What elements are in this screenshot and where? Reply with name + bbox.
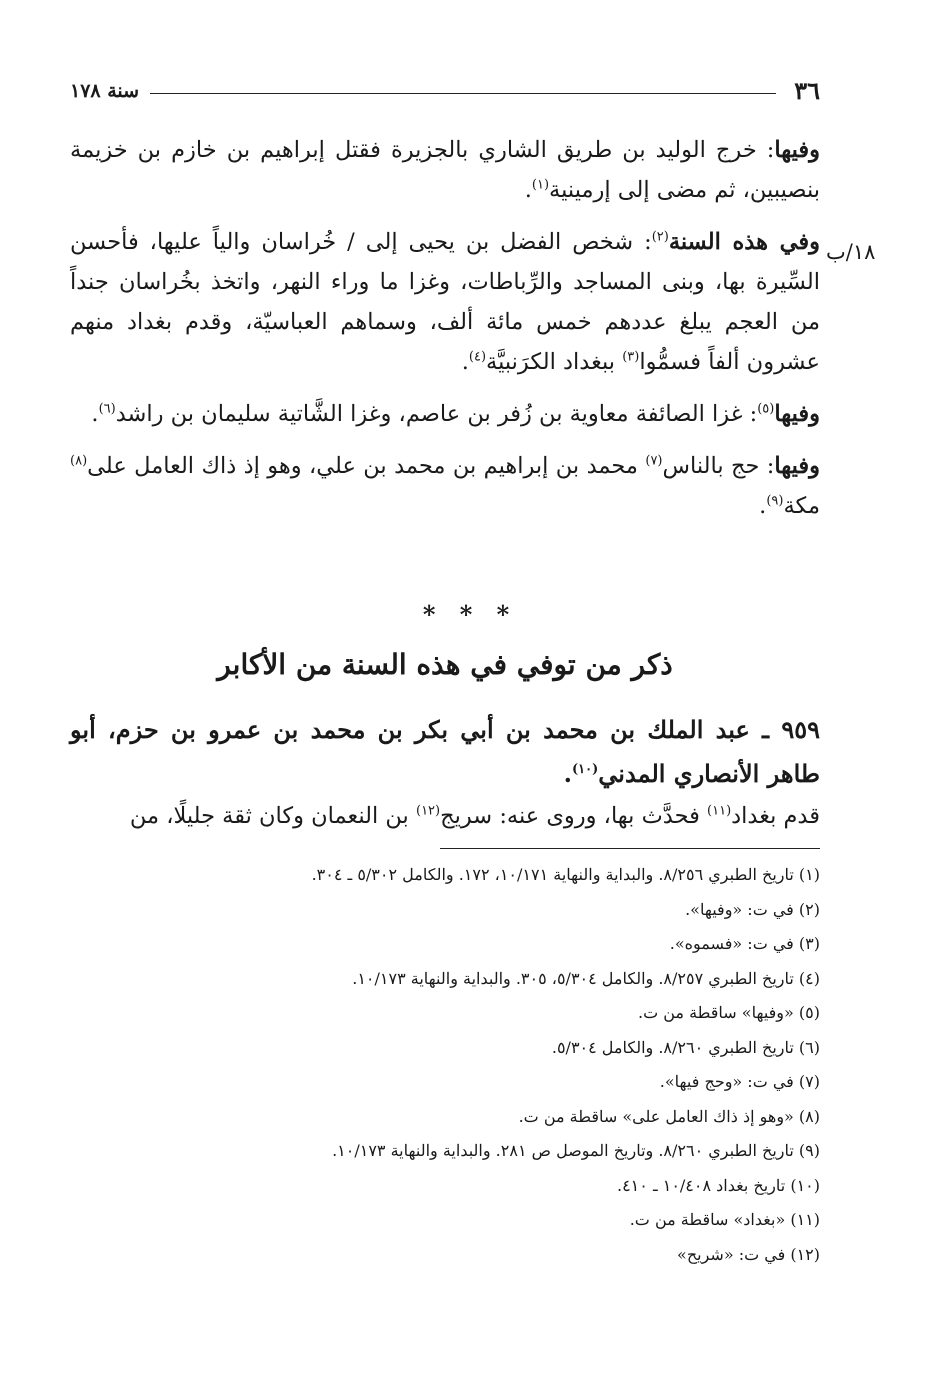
footnote-ref: (١٢): [415, 803, 441, 819]
biography-entry: [70, 708, 820, 836]
manuscript-folio-note: ١٨/ب: [826, 240, 876, 264]
paragraph-body: : غزا الصائفة معاوية بن زُفر بن عاصم، وغزا الشَّاتية سليمان بن راشد: [115, 401, 758, 427]
footnote-ref: (٨): [70, 453, 88, 469]
biography-body: [70, 796, 820, 836]
footnote-ref: (٥): [757, 401, 775, 417]
footnote-ref: (٦): [98, 401, 116, 417]
paragraph-body: : حج بالناس: [662, 453, 775, 479]
paragraph-tail: .: [461, 349, 469, 375]
footnote: (١) تاريخ الطبري ٨/٢٥٦. والبداية والنهاية ١٠/١٧١، ١٧٢. والكامل ٥/٣٠٢ ـ ٣٠٤.: [311, 865, 820, 884]
paragraph-lead: وفيها: [774, 453, 820, 479]
paragraph-tail: .: [524, 177, 532, 203]
paragraph-body: : شخص الفضل بن يحيى إلى / خُراسان والياً عليها، فأحسن السِّيرة بها، وبنى المساجد والرِّباطات، وغزا ما وراء النهر، واتخذ بخُراسان جنداً من العجم يبلغ عددهم خمس مائة ألف، وسماهم العباسيّة، وقدم بغداد منهم عشرون ألفاً فسمُّوا: [70, 229, 820, 375]
footnote: (٦) تاريخ الطبري ٨/٢٦٠. والكامل ٥/٣٠٤.: [551, 1037, 820, 1057]
footnote: (٥) «وفيها» ساقطة من ت.: [638, 1003, 820, 1022]
footnote-ref: (٩): [766, 493, 784, 509]
biography-title: [70, 708, 820, 796]
biography-title-text: ٩٥٩ ـ عبد الملك بن محمد بن أبي بكر بن محمد بن عمرو بن حزم، أبو طاهر الأنصاري المدني: [70, 715, 820, 788]
footnote: (٨) «وهو إذ ذاك العامل على» ساقطة من ت.: [518, 1106, 820, 1126]
paragraph-body: مكة: [783, 493, 820, 519]
paragraph-tail: .: [91, 401, 99, 427]
footnote: (١٠) تاريخ بغداد ١٠/٤٠٨ ـ ٤١٠.: [616, 1175, 820, 1195]
section-heading: ذكر من توفي في هذه السنة من الأكابر: [217, 648, 673, 681]
footnote: (١٢) في ت: «شريح»: [677, 1244, 820, 1264]
footnote: (٣) في ت: «فسموه».: [669, 934, 820, 953]
main-text: [70, 130, 820, 538]
footnote-ref: (٤): [468, 349, 487, 365]
footnote-ref: (٢): [651, 229, 669, 245]
running-head: سنة ١٧٨: [70, 80, 140, 102]
section-separator: * * *: [422, 600, 518, 629]
paragraph-2: [70, 222, 820, 382]
footnote: (١١) «بغداد» ساقطة من ت.: [629, 1210, 820, 1229]
footnote: (٤) تاريخ الطبري ٨/٢٥٧. والكامل ٥/٣٠٤، ٣٠٥. والبداية والنهاية ١٠/١٧٣.: [352, 968, 820, 988]
footnote: (٩) تاريخ الطبري ٨/٢٦٠. وتاريخ الموصل ص ٢٨١. والبداية والنهاية ١٠/١٧٣.: [332, 1141, 820, 1160]
footnote-ref: (٣): [622, 349, 640, 365]
paragraph-4: [70, 446, 820, 526]
paragraph-lead: وفيها: [774, 137, 820, 163]
biography-text: قدم بغداد: [731, 803, 820, 829]
page-header: [60, 76, 820, 106]
header-rule: [150, 93, 776, 94]
paragraph-tail: .: [759, 493, 767, 519]
footnote: (٢) في ت: «وفيها».: [685, 899, 820, 919]
footnotes-list: [120, 858, 820, 1272]
paragraph-body: ببغداد الكرَنبيَّة: [486, 349, 623, 375]
paragraph-1: [70, 130, 820, 210]
paragraph-lead: وفيها: [774, 401, 820, 427]
footnote-ref: (٧): [645, 453, 663, 469]
page-number: ٣٦: [794, 76, 820, 105]
paragraph-3: [70, 394, 820, 434]
biography-text: بن النعمان وكان ثقة جليلًا، من: [129, 803, 416, 829]
biography-title-tail: .: [563, 759, 573, 788]
footnote-rule: [440, 848, 820, 849]
biography-text: فحدَّث بها، وروى عنه: سريج: [440, 803, 708, 829]
paragraph-body: : خرج الوليد بن طريق الشاري بالجزيرة فقتل إبراهيم بن خازم بن خزيمة بنصيبين، ثم مضى إلى إرمينية: [70, 137, 820, 203]
footnote-ref: (١): [531, 177, 550, 193]
footnote-ref: (١٠): [572, 762, 599, 777]
paragraph-body: محمد بن إبراهيم بن محمد بن علي، وهو إذ ذاك العامل على: [87, 453, 646, 479]
footnote-ref: (١١): [707, 803, 732, 819]
footnote: (٧) في ت: «وحج فيها».: [659, 1072, 820, 1091]
paragraph-lead: وفي هذه السنة: [668, 229, 820, 255]
